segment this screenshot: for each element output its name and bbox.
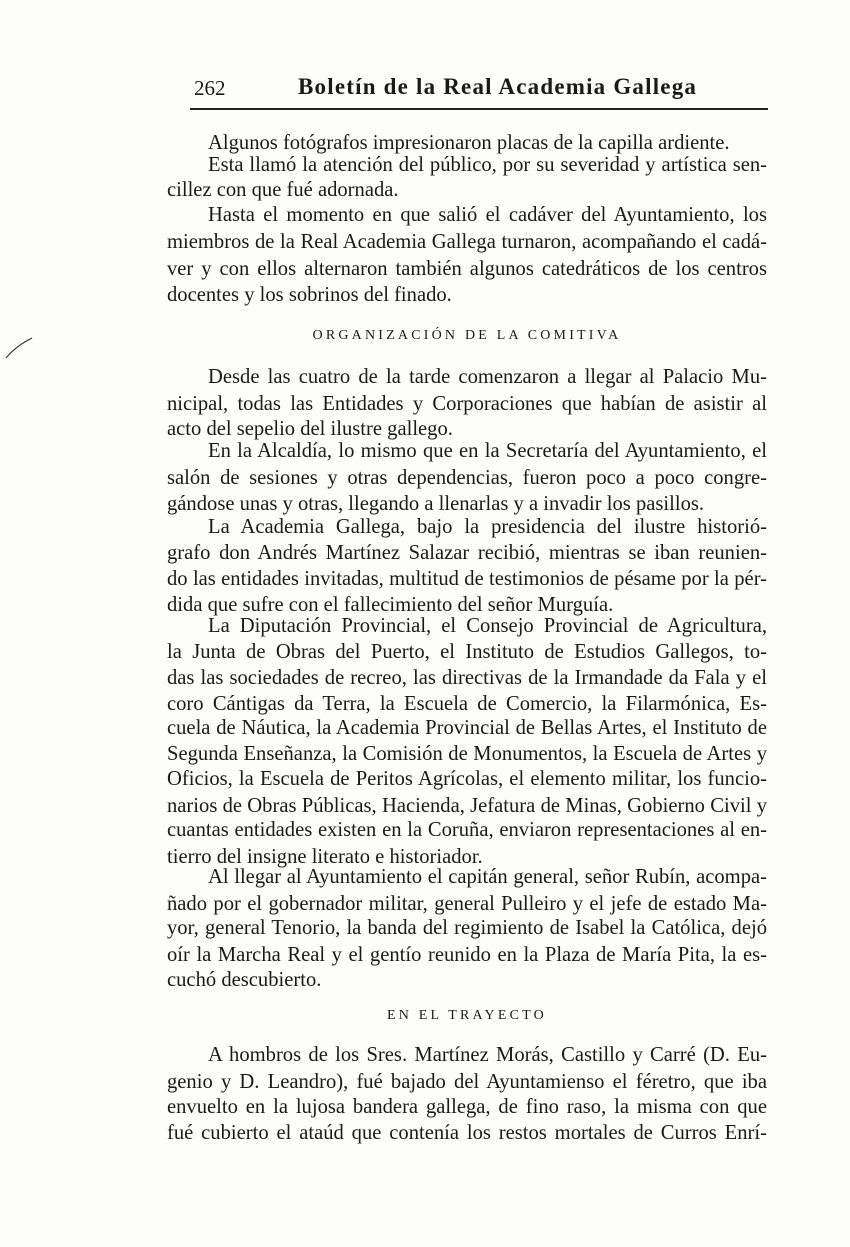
running-header — [190, 74, 768, 110]
text-line: cillez con que fué adornada. — [167, 179, 399, 201]
text-line: Segunda Enseñanza, la Comisión de Monumentos, la Escuela de Artes y — [167, 743, 767, 765]
text-line: envuelto en la lujosa bandera gallega, de fino raso, la misma con que — [167, 1096, 767, 1118]
text-line: Oficios, la Escuela de Peritos Agrícolas, el elemento militar, los funcio- — [167, 768, 767, 790]
section-heading: EN EL TRAYECTO — [387, 1008, 547, 1023]
text-line: fué cubierto el ataúd que contenía los restos mortales de Curros Enrí- — [167, 1122, 767, 1144]
text-line: coro Cántigas da Terra, la Escuela de Comercio, la Filarmónica, Es- — [167, 693, 767, 715]
pencil-mark-icon — [4, 336, 34, 360]
text-line: grafo don Andrés Martínez Salazar recibió, mientras se iban reunien- — [167, 542, 767, 564]
text-line: oír la Marcha Real y el gentío reunido en la Plaza de María Pita, la es- — [167, 944, 767, 966]
text-line: Hasta el momento en que salió el cadáver del Ayuntamiento, los — [208, 204, 767, 226]
text-line: acto del sepelio del ilustre gallego. — [167, 418, 453, 440]
text-line: do las entidades invitadas, multitud de testimonios de pésame por la pér- — [167, 568, 767, 590]
text-line: cuela de Náutica, la Academia Provincial de Bellas Artes, el Instituto de — [167, 717, 767, 739]
text-line: ñado por el gobernador militar, general Pulleiro y el jefe de estado Ma- — [167, 893, 767, 915]
text-line: yor, general Tenorio, la banda del regimiento de Isabel la Católica, dejó — [167, 917, 767, 939]
text-line: cuantas entidades existen en la Coruña, enviaron representaciones al en- — [167, 819, 767, 841]
text-line: Esta llamó la atención del público, por su severidad y artística sen- — [208, 154, 767, 176]
text-line: gándose unas y otras, llegando a llenarlas y a invadir los pasillos. — [167, 493, 705, 515]
text-line: nicipal, todas las Entidades y Corporaciones que habían de asistir al — [167, 393, 767, 415]
text-line: cuchó descubierto. — [167, 969, 322, 991]
text-line: ver y con ellos alternaron también algunos catedráticos de los centros — [167, 258, 767, 280]
text-line: A hombros de los Sres. Martínez Morás, Castillo y Carré (D. Eu- — [208, 1044, 767, 1066]
text-line: En la Alcaldía, lo mismo que en la Secretaría del Ayuntamiento, el — [208, 440, 767, 462]
text-line: La Diputación Provincial, el Consejo Provincial de Agricultura, — [208, 615, 767, 637]
text-line: narios de Obras Públicas, Hacienda, Jefatura de Minas, Gobierno Civil y — [167, 795, 767, 817]
section-heading: ORGANIZACIÓN DE LA COMITIVA — [312, 328, 622, 343]
text-line: La Academia Gallega, bajo la presidencia del ilustre historió- — [208, 516, 767, 538]
text-line: tierro del insigne literato e historiador. — [167, 846, 483, 868]
journal-title: Boletín de la Real Academia Gallega — [298, 74, 698, 99]
text-line: docentes y los sobrinos del finado. — [167, 284, 452, 306]
page-number: 262 — [194, 76, 226, 100]
text-line: Desde las cuatro de la tarde comenzaron a llegar al Palacio Mu- — [208, 366, 767, 388]
text-line: salón de sesiones y otras dependencias, fueron poco a poco congre- — [167, 467, 767, 489]
text-line: Algunos fotógrafos impresionaron placas de la capilla ardiente. — [208, 132, 730, 154]
text-line: miembros de la Real Academia Gallega turnaron, acompañando el cadá- — [167, 231, 767, 253]
text-line: genio y D. Leandro), fué bajado del Ayuntamienso el féretro, que iba — [167, 1071, 767, 1093]
text-line: das las sociedades de recreo, las directivas de la Irmandade da Fala y el — [167, 667, 767, 689]
text-line: la Junta de Obras del Puerto, el Instituto de Estudios Gallegos, to- — [167, 641, 767, 663]
text-line: dida que sufre con el fallecimiento del señor Murguía. — [167, 594, 614, 616]
text-line: Al llegar al Ayuntamiento el capitán general, señor Rubín, acompa- — [208, 866, 767, 888]
